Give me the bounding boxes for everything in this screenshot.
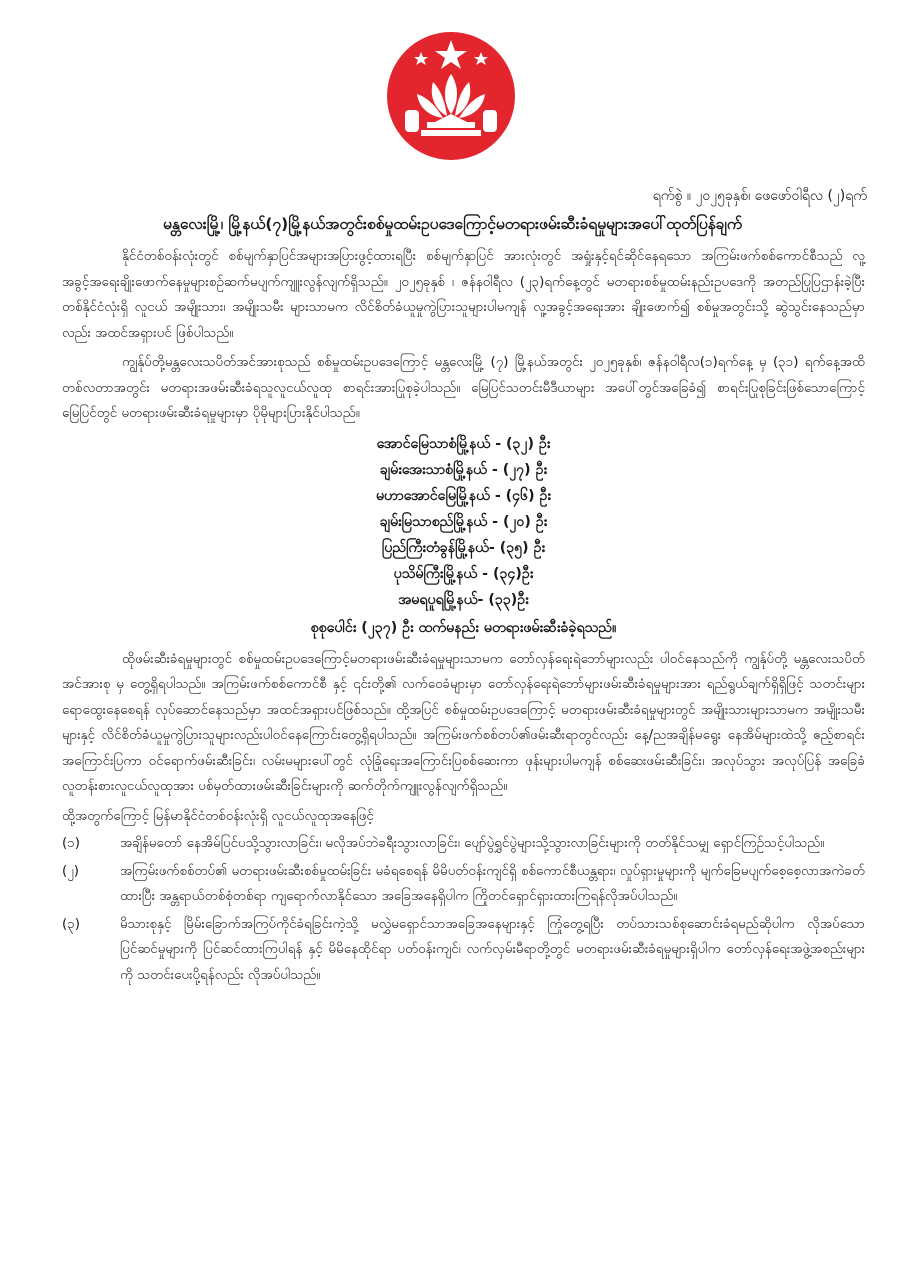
fist-icon [483, 110, 497, 132]
tally-row: အောင်မြေသာစံမြို့နယ် - (၃၂) ဦး [376, 435, 551, 452]
tally-row: ပြည်ကြီးတံခွန်မြို့နယ်- (၃၅) ဦး [381, 539, 546, 556]
party-emblem-logo [385, 18, 517, 168]
tally-row: ချမ်းမြသာစည်မြို့နယ် - (၂၀) ဦး [379, 513, 548, 530]
intro-paragraph: ကျွန်ုပ်တို့မန္တလေးသပိတ်အင်အားစုသည် စစ်မှုထမ်းဥပဒေကြောင့် မန္တလေးမြို့ (၇) မြို့နယ်အတွင်း ၂၀၂၅ခုနှစ်၊ ဇန်နဝါရီလ(၁)ရက်နေ့ မှ (၃၁) ရက်နေ့အထိ တစ်လတာအတွင်း မတရားအဖမ်းဆီးခံရသူလူငယ်လူထု စာရင်းအားပြုစုခဲ့ပါသည်။ မြေပြင်သတင်းမီဒီယာများ အပေါ်တွင်အခြေခံ၍ စာရင်းပြုစုခြင်းဖြစ်သောကြောင့် မြေပြင်တွင် မတရားဖမ်းဆီးခံရမှုများမှာ ပိုမိုများပြားနိုင်ပါသည်။ [62, 355, 865, 421]
recommendations-lead: ထို့အတွက်ကြောင့် မြန်မာနိုင်ငံတစ်ဝန်းလုံးရှိ လူငယ်လူထုအနေဖြင့် [62, 808, 374, 824]
tally-row: ချမ်းအေးသာစံမြို့နယ် - (၂၇) ဦး [379, 461, 548, 478]
emblem-base [421, 130, 481, 136]
statement-date: ရက်စွဲ ။ ၂၀၂၅ခုနှစ်၊ ဖေဖော်ဝါရီလ (၂)ရက် [652, 188, 867, 204]
details-paragraph: ထိုဖမ်းဆီးခံရမှုများတွင် စစ်မှုထမ်းဥပဒေကြောင့်မတရားဖမ်းဆီးခံရမှုများသာမက တော်လှန်ရေးရဲဘော်များလည်း ပါဝင်နေသည်ကို ကျွန်ုပ်တို့ မန္တလေးသပိတ်အင်အားစု မှ တွေ့ရှိရပါသည်။ အကြမ်းဖက်စစ်ကောင်စီ နှင့် ၎င်းတို့၏ လက်ဝေခံများမှာ တော်လှန်ရေးရဲဘော်များဖမ်းဆီးခံရမှုများအား ရည်ရွယ်ချက်ရှိရှိဖြင့် သတင်းများရောထွေးနေစေရန် လုပ်ဆောင်နေသည်မှာ အထင်အရှားပင်ဖြစ်သည်။ ထို့အပြင် စစ်မှုထမ်းဥပဒေကြောင့် မတရားဖမ်းဆီးခံရမှုများတွင် အမျိုးသားများသာမက အမျိုးသမီးများနှင့် လိင်စိတ်ခံယူမှုကွဲပြားသူများလည်းပါဝင်နေကြောင်းတွေ့ရှိရပါသည်။ အကြမ်းဖက်စစ်တပ်၏ဖမ်းဆီးရာတွင်လည်း နေ့/ညအချိန်မရွေး နေအိမ်များထဲသို့ ဧည့်စာရင်းအကြောင်းပြကာ ဝင်ရောက်ဖမ်းဆီးခြင်း၊ လမ်းမများပေါ်တွင် လုံခြုံရေးအကြောင်းပြစစ်ဆေးကာ ဖုန်းများပါမကျန် စစ်ဆေးဖမ်းဆီးခြင်း၊ အလုပ်သွား အလုပ်ပြန် အခြေခံလူတန်းစားလူငယ်လူထုအား ပစ်မှတ်ထားဖမ်းဆီးခြင်းများကို ဆက်တိုက်ကျူးလွန်လျက်ရှိသည်။ [62, 651, 865, 794]
item-text: မိသားစုနှင့် မြိမ်းခြောက်အကြပ်ကိုင်ခံရခြင်းကဲ့သို့ မလွှဲမရှောင်သာအခြေအနေများနှင့် ကြုံတွေ့ရပြီး တပ်သားသစ်စုဆောင်းခံရမည်ဆိုပါက လိုအပ်သော ပြင်ဆင်မှုများကို ပြင်ဆင်ထားကြပါရန် နှင့် မိမိနေထိုင်ရာ ပတ်ဝန်းကျင်၊ လက်လှမ်းမီရာတို့တွင် မတရားဖမ်းဆီးခံရမှုများရှိပါက တော်လှန်ရေးအဖွဲ့အစည်းများကို သတင်းပေးပို့ရန်လည်း လိုအပ်ပါသည်။ [120, 916, 865, 983]
statement-title: မန္တလေးမြို့၊ မြို့နယ်(၇)မြို့နယ်အတွင်းစစ်မှုထမ်းဥပဒေကြောင့်မတရားဖမ်းဆီးခံရမှုများအပေါ်ထုတ်ပြန်ချက် [162, 215, 743, 233]
item-number: (၁) [62, 836, 80, 851]
item-number: (၂) [62, 863, 80, 879]
tally-row: မဟာအောင်မြေမြို့နယ် - (၄၆) ဦး [375, 487, 552, 504]
tally-row: ပုသိမ်ကြီးမြို့နယ် - (၃၄)ဦး [393, 565, 534, 582]
list-item [62, 859, 865, 910]
township-tally [62, 431, 865, 641]
item-text: အချိန်မတော် နေအိမ်ပြင်ပသို့သွားလာခြင်း၊ မလိုအပ်ဘဲခရီးသွားလာခြင်း၊ ပျော်ပွဲရွှင်ပွဲများသို့သွားလာခြင်းများကို တတ်နိုင်သမျှ ရှောင်ကြဥ်သင့်ပါသည်။ [120, 836, 825, 851]
item-number: (၃) [62, 916, 80, 932]
intro-paragraph: နိုင်ငံတစ်ဝန်းလုံးတွင် စစ်မျက်နှာပြင်အများအပြားဖွင့်ထားရပြီး စစ်မျက်နှာပြင် အားလုံးတွင် အရှုံးနှင့်ရင်ဆိုင်နေရသော အကြမ်းဖက်စစ်ကောင်စီသည် လူ့အခွင့်အရေးချိုးဖောက်နေမှုများစဥ်ဆက်မပျက်ကျူးလွန်လျက်ရှိသည်။ ၂၀၂၅ခုနှစ် ၊ ဇန်နဝါရီလ (၂၃)ရက်နေ့တွင် မတရားစစ်မှုထမ်းနည်းဥပဒေကို အတည်ပြုပြဌာန်းခဲ့ပြီး တစ်နိုင်ငံလုံးရှိ လူငယ် အမျိုးသား၊ အမျိုးသမီး များသာမက လိင်စိတ်ခံယူမှုကွဲပြားသူများပါမကျန် လူ့အခွင့်အရေးအား ချိုးဖောက်၍ စစ်မှုအတွင်းသို့ ဆွဲသွင်းနေသည်မှာလည်း အထင်အရှားပင် ဖြစ်ပါသည်။ [62, 249, 865, 341]
tally-row: အမရပူရမြို့နယ်- (၃၃)ဦး [398, 591, 529, 608]
list-item [62, 831, 865, 857]
fist-icon [405, 110, 419, 132]
emblem-base [427, 122, 475, 128]
list-item [62, 912, 865, 989]
item-text: အကြမ်းဖက်စစ်တပ်၏ မတရားဖမ်းဆီးစစ်မှုထမ်းခြင်း မခံရစေရန် မိမိပတ်ဝန်းကျင်ရှိ စစ်ကောင်စီယန္တရား၊ လှုပ်ရှားမှုများကို မျက်ခြေမပျက်စေ့စေ့လာအကဲခတ်ထားပြီး အန္တရာယ်တစ်စုံတစ်ရာ ကျရောက်လာနိုင်သော အခြေအနေရှိပါက ကြိုတင်ရှောင်ရှားထားကြရန်လိုအပ်ပါသည်။ [120, 863, 865, 904]
emblem-svg [385, 18, 517, 168]
recommendation-list [62, 831, 865, 988]
tally-total: စုစုပေါင်း (၂၃၇) ဦး ထက်မနည်း မတရားဖမ်းဆီးခံခဲ့ရသည်။ [310, 619, 617, 636]
statement-body [62, 244, 865, 990]
